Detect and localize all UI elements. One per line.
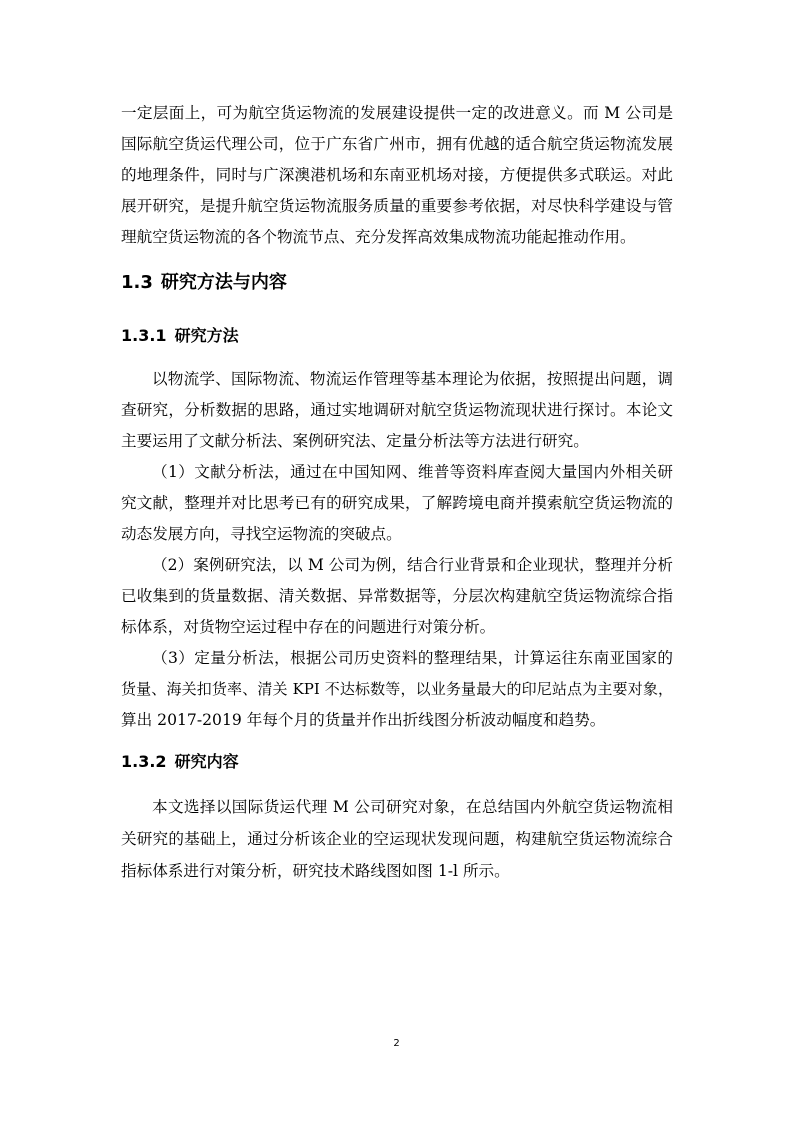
section-title: 研究内容 — [174, 752, 239, 771]
text-line: 已收集到的货量数据、清关数据、异常数据等，分层次构建航空货运物流综合指 — [121, 587, 673, 605]
text-line: 动态发展方向，寻找空运物流的突破点。 — [121, 525, 402, 543]
text-line: 算出 2017-2019 年每个月的货量并作出折线图分析波动幅度和趋势。 — [121, 711, 606, 729]
text-line: 货量、海关扣货率、清关 KPI 不达标数等，以业务量最大的印尼站点为主要对象， — [121, 680, 673, 698]
text-line: 一定层面上，可为航空货运物流的发展建设提供一定的改进意义。而 M 公司是 — [121, 104, 673, 122]
text-line: 指标体系进行对策分析，研究技术路线图如图 1-l 所示。 — [121, 862, 510, 880]
text-line: 关研究的基础上，通过分析该企业的空运现状发现问题，构建航空货运物流综合 — [121, 830, 673, 848]
text-line: 国际航空货运代理公司，位于广东省广州市，拥有优越的适合航空货运物流发展 — [121, 135, 673, 153]
text-line: 本文选择以国际货运代理 M 公司研究对象，在总结国内外航空货运物流相 — [152, 798, 673, 816]
text-line: （2）案例研究法，以 M 公司为例，结合行业背景和企业现状，整理并分析 — [152, 556, 673, 574]
section-heading-1-3 — [121, 272, 287, 294]
section-number: 1.3.1 — [121, 326, 167, 345]
section-heading-1-3-1 — [121, 326, 239, 346]
section-number: 1.3.2 — [121, 752, 167, 771]
section-number: 1.3 — [121, 272, 153, 293]
text-line: 标体系，对货物空运过程中存在的问题进行对策分析。 — [121, 618, 496, 636]
text-line: 查研究，分析数据的思路，通过实地调研对航空货运物流现状进行探讨。本论文 — [121, 401, 673, 419]
section-title: 研究方法与内容 — [160, 272, 287, 293]
text-line: 理航空货运物流的各个物流节点、充分发挥高效集成物流功能起推动作用。 — [121, 228, 636, 246]
text-line: 展开研究，是提升航空货运物流服务质量的重要参考依据，对尽快科学建设与管 — [121, 197, 673, 215]
section-heading-1-3-2 — [121, 752, 239, 772]
text-line: （1）文献分析法，通过在中国知网、维普等资料库查阅大量国内外相关研 — [152, 463, 673, 481]
section-title: 研究方法 — [174, 326, 239, 345]
page-number: 2 — [393, 1038, 400, 1049]
text-line: 主要运用了文献分析法、案例研究法、定量分析法等方法进行研究。 — [121, 432, 589, 450]
text-line: （3）定量分析法，根据公司历史资料的整理结果，计算运往东南亚国家的 — [152, 649, 673, 667]
text-line: 究文献，整理并对比思考已有的研究成果，了解跨境电商并摸索航空货运物流的 — [121, 494, 673, 512]
text-line: 的地理条件，同时与广深澳港机场和东南亚机场对接，方便提供多式联运。对此 — [121, 166, 673, 184]
text-line: 以物流学、国际物流、物流运作管理等基本理论为依据，按照提出问题，调 — [152, 370, 673, 388]
